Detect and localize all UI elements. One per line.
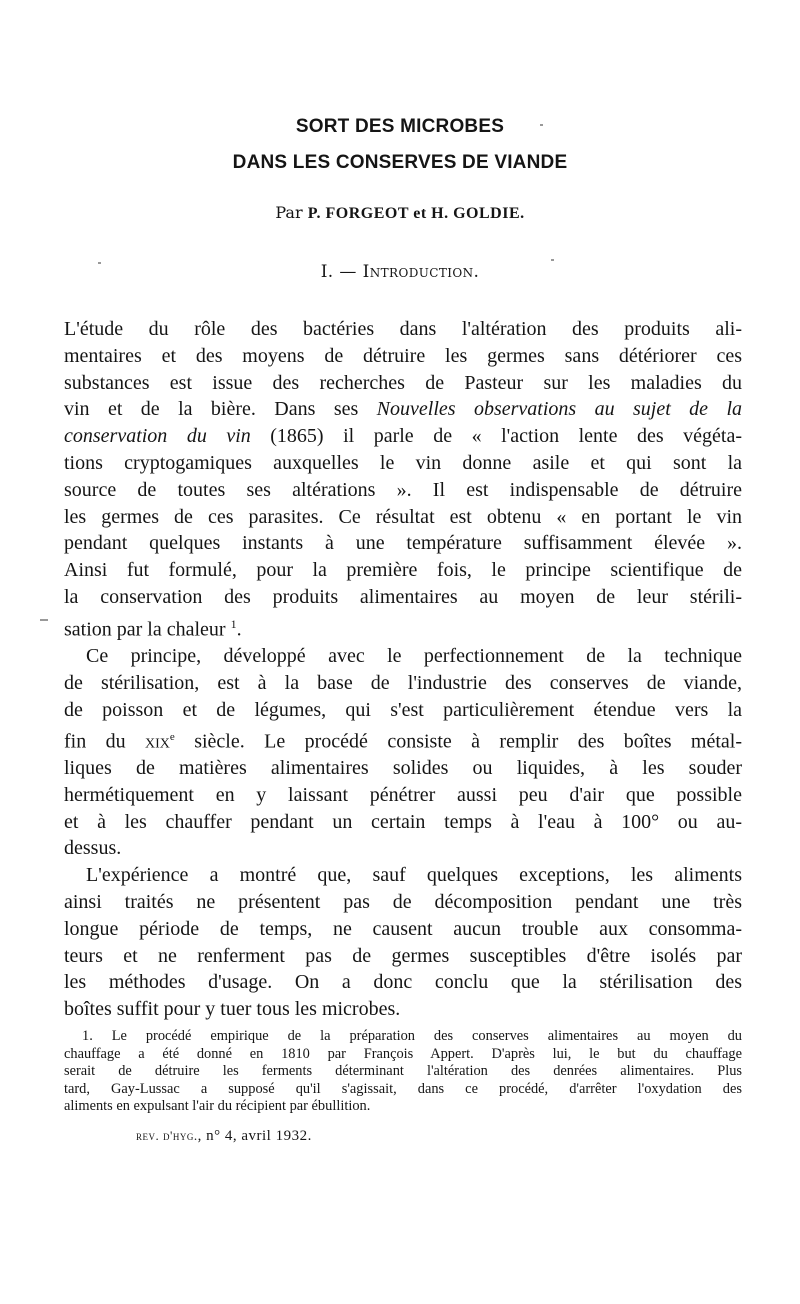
body-line: les germes de ces parasites. Ce résultat est obtenu « en portant le vin [64, 505, 742, 528]
body-line: longue période de temps, ne causent aucun trouble aux consomma- [64, 917, 742, 940]
body-line: tions cryptogamiques auxquelles le vin donne asile et qui sont la [64, 451, 742, 474]
body-line: Ce principe, développé avec le perfectionnement de la technique [86, 645, 742, 668]
footnote [64, 1028, 742, 1116]
body-line: ainsi traités ne présentent pas de décomposition pendant une très [64, 891, 742, 914]
journal-citation [136, 1128, 312, 1145]
body-line: de stérilisation, est à la base de l'industrie des conserves de viande, [64, 672, 742, 695]
century-numeral: xix [145, 730, 170, 753]
body-line: conservation du vin (1865) il parle de « l'action lente des végéta- [64, 425, 743, 448]
body-line: substances est issue des recherches de Pasteur sur les maladies du [64, 371, 742, 394]
body-line: sation par la chaleur $^1$. [64, 616, 242, 641]
print-speck [551, 259, 554, 261]
body-line: hermétiquement en y laissant pénétrer aussi peu d'air que possible [64, 783, 742, 806]
body-line: pendant quelques instants à une température suffisamment élevée ». [64, 532, 742, 555]
body-line: et à les chauffer pendant un certain temps à l'eau à 100° ou au- [64, 810, 742, 833]
body-line: L'expérience a montré que, sauf quelques exceptions, les aliments [86, 864, 742, 887]
print-speck [40, 619, 48, 621]
footnote-line: chauffage a été donné en 1810 par François Appert. D'après lui, le but du chauffage [64, 1045, 742, 1062]
print-speck [540, 124, 543, 126]
section-heading: I. — Introduction. [320, 262, 480, 282]
journal-abbrev: rev. d'hyg. [136, 1128, 198, 1143]
body-line: fin du xix$^e$ siècle. Le procédé consiste à remplir des boîtes métal- [64, 730, 743, 753]
footnote-line: serait de détruire les ferments déterminant l'altération des denrées alimentaires. Plus [64, 1063, 742, 1080]
article-title-line-1: SORT DES MICROBES [295, 116, 505, 137]
body-line: Ainsi fut formulé, pour la première fois, le principe scientifique de [64, 559, 742, 582]
body-line: dessus. [64, 837, 122, 860]
footnote-line: 1. Le procédé empirique de la préparation des conserves alimentaires au moyen du [82, 1028, 742, 1044]
journal-issue: , n° 4, avril 1932. [197, 1128, 312, 1144]
footnote-marker: 1 [230, 616, 237, 631]
body-line: teurs et ne renferment pas de germes susceptibles d'être isolés par [64, 944, 742, 967]
footnote-line: aliments en expulsant l'air du récipient par ébullition. [64, 1098, 371, 1115]
italic-title: Nouvelles observations au sujet de la [376, 398, 742, 421]
footnote-line: tard, Gay-Lussac a supposé qu'il s'agissait, dans ce procédé, d'arrêter l'oxydation des [64, 1080, 742, 1097]
body-line: source de toutes ses altérations ». Il est indispensable de détruire [64, 478, 742, 501]
body-text [64, 316, 742, 1023]
body-line: boîtes suffit pour y tuer tous les microbes. [64, 998, 401, 1021]
print-speck [98, 262, 101, 264]
body-line: L'étude du rôle des bactéries dans l'altération des produits ali- [64, 318, 742, 340]
body-line: liques de matières alimentaires solides ou liquides, à les souder [64, 757, 742, 780]
article-title-line-2: DANS LES CONSERVES DE VIANDE [232, 152, 568, 173]
body-line: de poisson et de légumes, qui s'est particulièrement étendue vers la [64, 698, 742, 721]
body-line: vin et de la bière. Dans ses Nouvelles observations au sujet de la [64, 398, 742, 421]
byline-prefix: Par [275, 203, 303, 222]
body-line: les méthodes d'usage. On a donc conclu que la stérilisation des [64, 971, 742, 994]
body-line: mentaires et des moyens de détruire les germes sans détériorer ces [64, 344, 742, 367]
italic-title-cont: conservation du vin [64, 425, 251, 448]
author-names: P. FORGEOT et H. GOLDIE. [307, 205, 525, 222]
byline [0, 203, 800, 223]
body-line: la conservation des produits alimentaires au moyen de leur stérili- [64, 585, 742, 608]
